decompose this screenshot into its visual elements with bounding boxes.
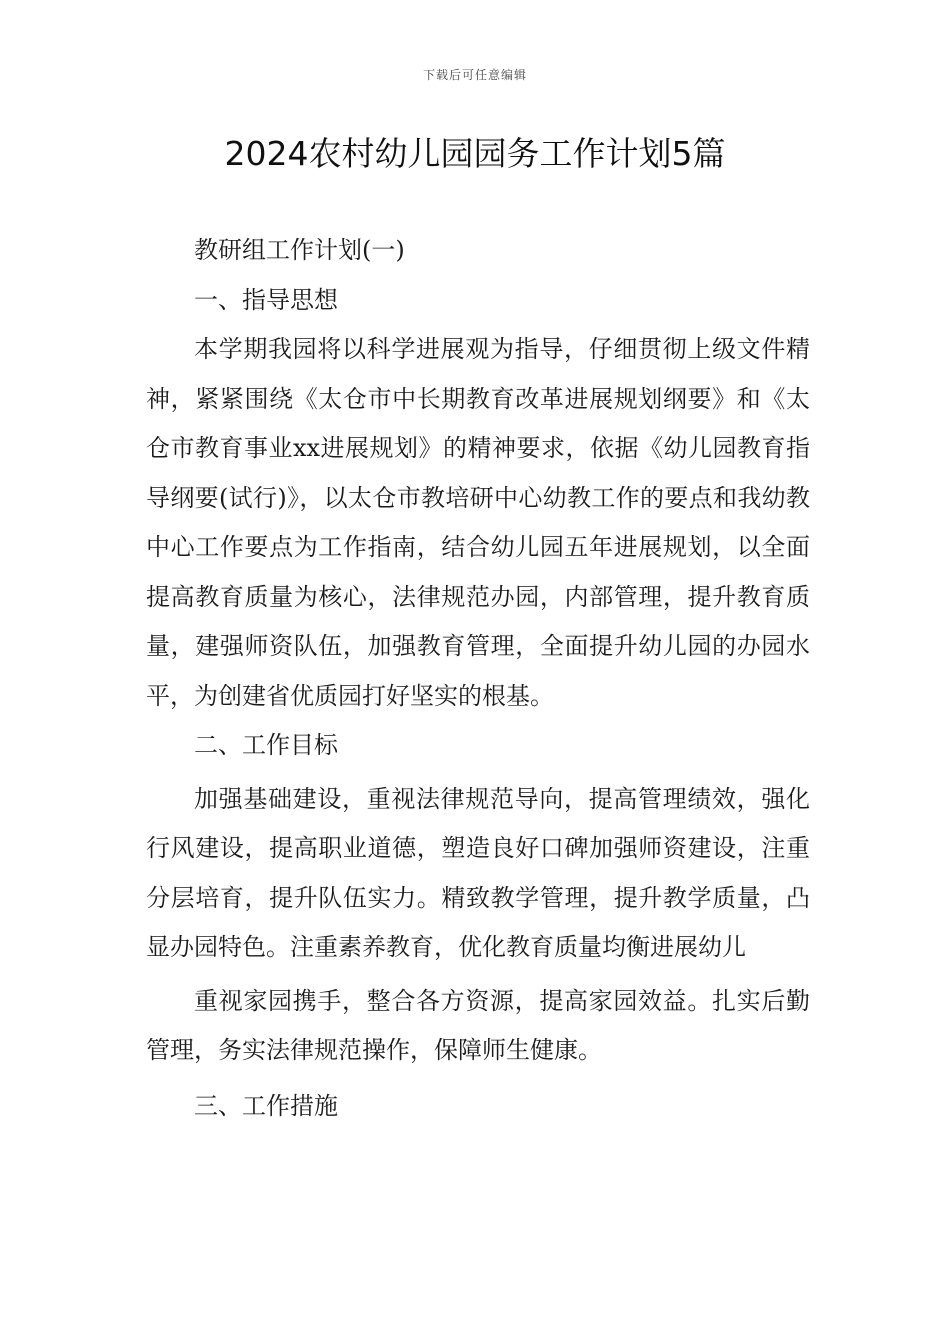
section-heading-guiding-thought: 一、指导思想 [194, 285, 338, 314]
paragraph-work-goals: 加强基础建设，重视法律规范导向，提高管理绩效，强化行风建设，提高职业道德，塑造良好口碑加强师资建设，注重分层培育，提升队伍实力。精致教学管理，提升教学质量，凸显办园特色。注重素养教育，优化教育质量均衡进展幼儿 [146, 784, 810, 961]
header-note: 下载后可任意编辑 [422, 68, 527, 82]
paragraph-guiding-thought: 本学期我园将以科学进展观为指导，仔细贯彻上级文件精神，紧紧围绕《太仓市中长期教育改革进展规划纲要》和《太仓市教育事业xx进展规划》的精神要求，依据《幼儿园教育指导纲要(试行)》，以太仓市教培研中心幼教工作的要点和我幼教中心工作要点为工作指南，结合幼儿园五年进展规划，以全面提高教育质量为核心，法律规范办园，内部管理，提升教育质量，建强师资队伍，加强教育管理，全面提升幼儿园的办园水平，为创建省优质园打好坚实的根基。 [146, 335, 810, 710]
section-heading-work-goals: 二、工作目标 [194, 731, 338, 759]
section-heading-work-measures: 三、工作措施 [194, 1091, 338, 1120]
document-title: 2024农村幼儿园园务工作计划5篇 [224, 134, 726, 173]
document-body [146, 226, 810, 1131]
paragraph-home-school: 重视家园携手，整合各方资源，提高家园效益。扎实后勤管理，务实法律规范操作，保障师生健康。 [146, 986, 810, 1064]
section-subtitle: 教研组工作计划(一) [194, 236, 405, 264]
